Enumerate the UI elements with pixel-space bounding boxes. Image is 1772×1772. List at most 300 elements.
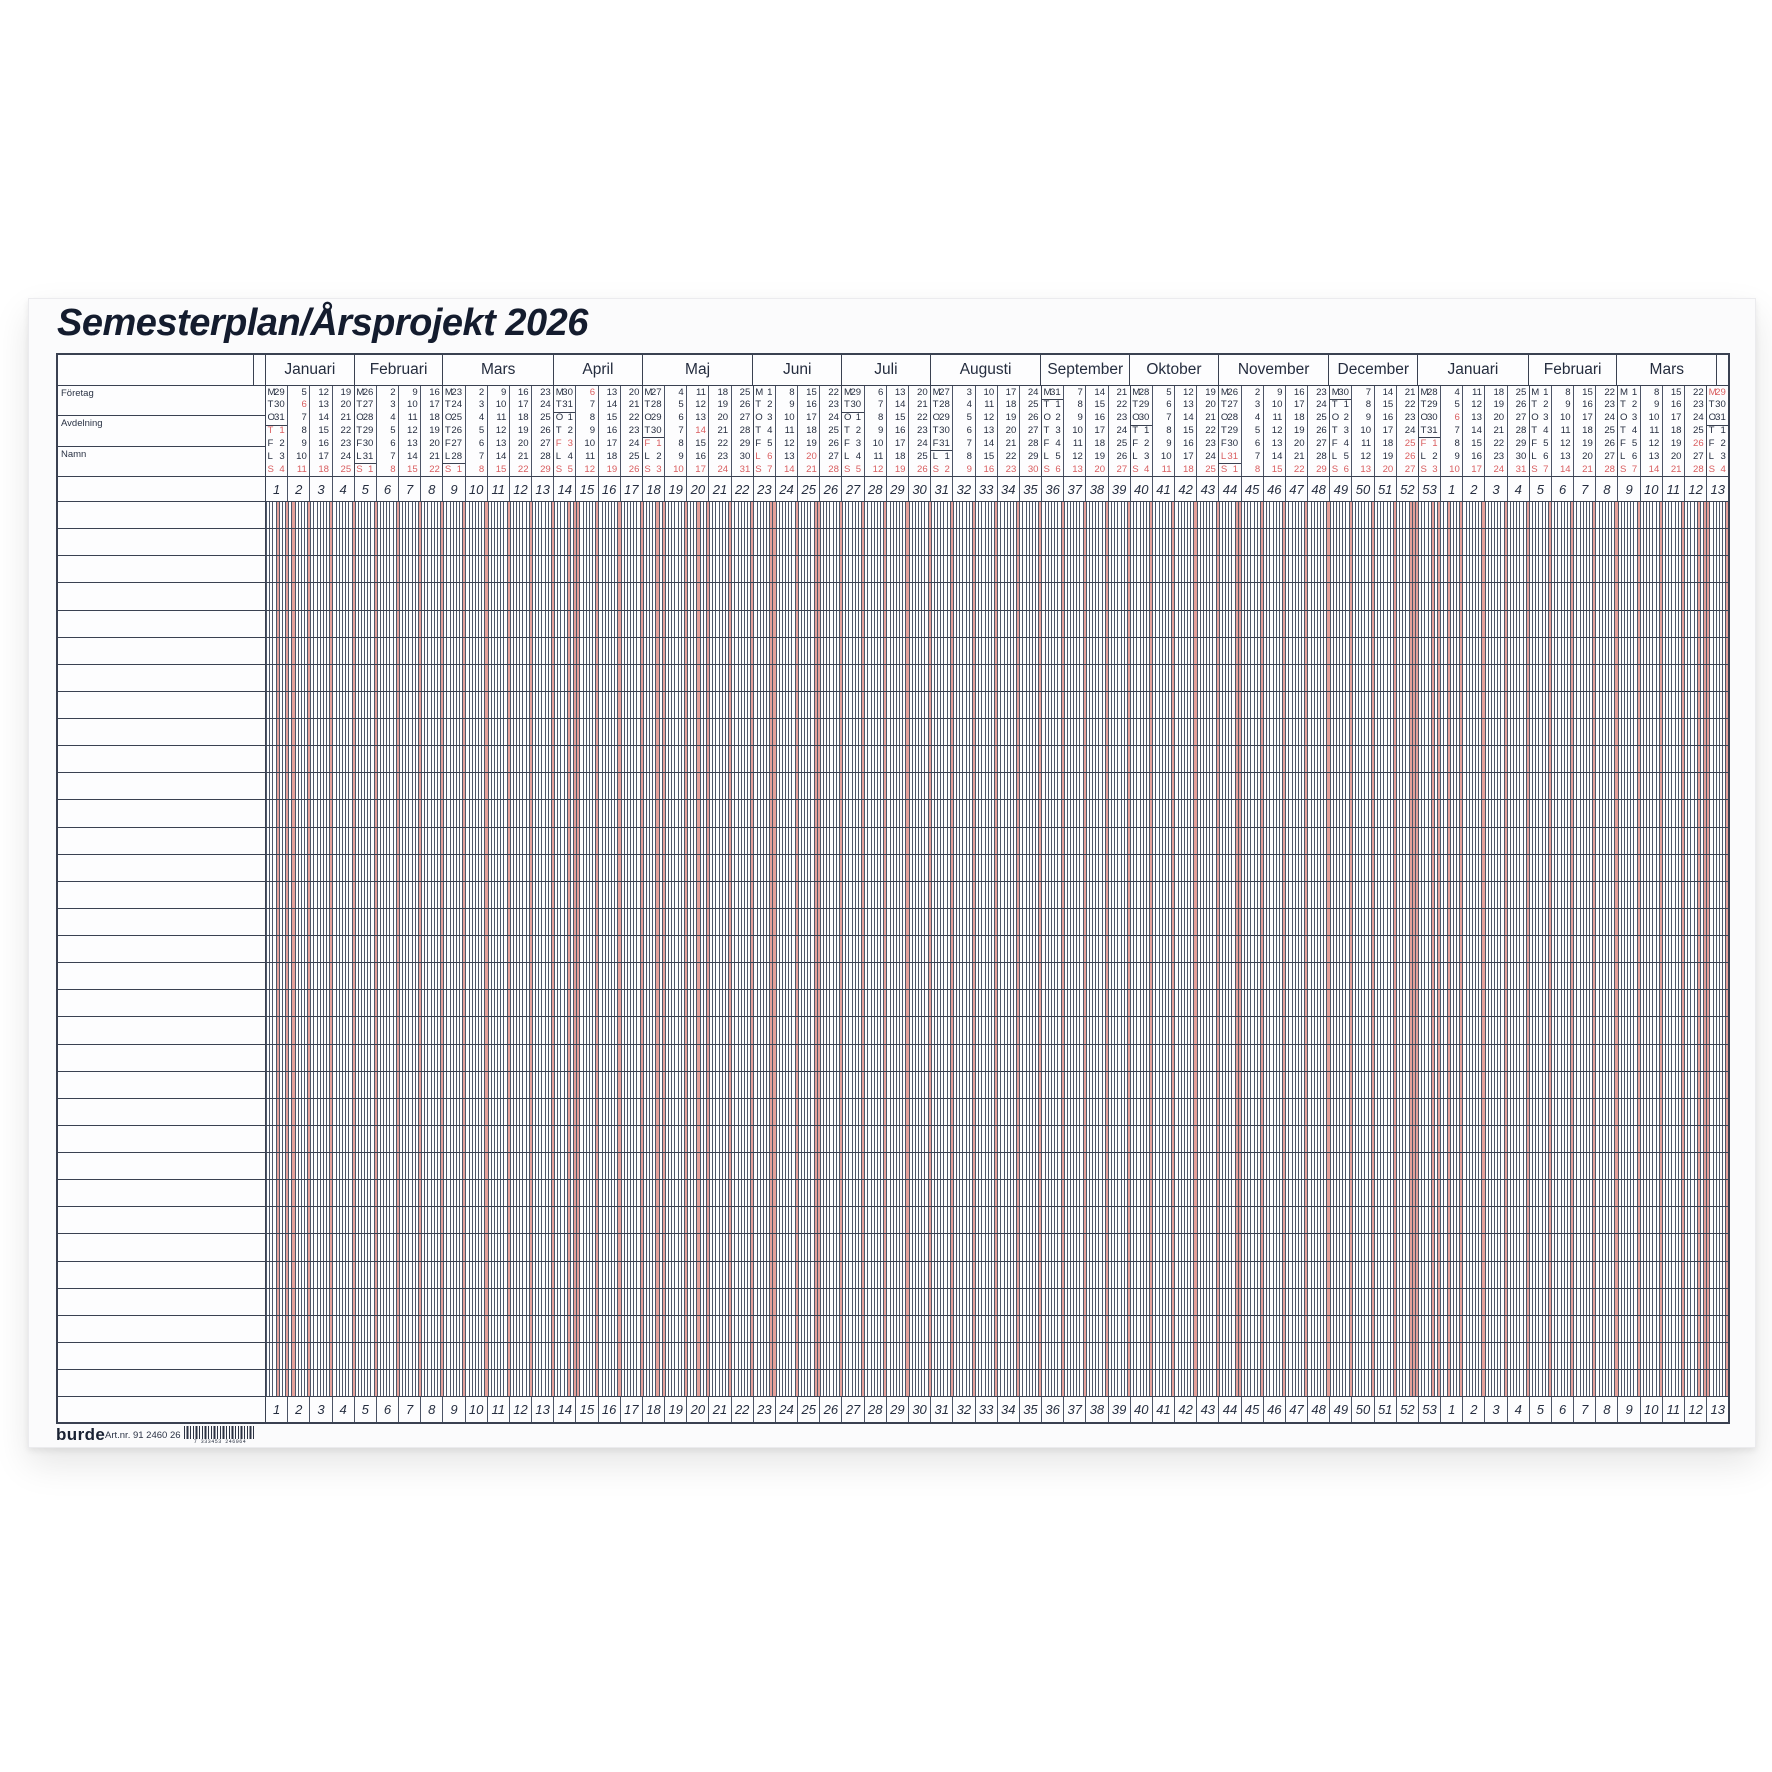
week-number-cell: 17 — [620, 477, 642, 501]
date-number: 31 — [1715, 412, 1726, 424]
date-cell — [1153, 437, 1174, 450]
date-number: 7 — [478, 450, 485, 462]
week-number-cell: 29 — [886, 1397, 908, 1422]
date-cell — [1020, 425, 1041, 438]
mini-week-column — [731, 386, 753, 476]
date-cell — [355, 412, 376, 425]
date-number: 29 — [274, 386, 285, 398]
date-number: 8 — [678, 438, 684, 450]
date-number: 17 — [1471, 463, 1482, 475]
grid-row-lines — [266, 502, 1728, 1396]
week-number-cell: 33 — [975, 1397, 997, 1422]
date-number: 28 — [540, 450, 551, 462]
date-number: 20 — [1293, 438, 1305, 450]
date-number: 6 — [1166, 399, 1172, 411]
name-row — [58, 502, 265, 529]
month-header-april: April — [554, 355, 643, 385]
weekday-letter: F — [267, 438, 274, 450]
date-cell — [377, 437, 398, 450]
date-cell — [1508, 425, 1529, 438]
date-cell — [643, 386, 664, 399]
week-number-cell: 2 — [287, 477, 309, 501]
date-number: 1 — [944, 450, 950, 462]
date-cell — [798, 399, 819, 412]
date-cell — [1219, 412, 1240, 425]
week-number-cell: 50 — [1351, 1397, 1373, 1422]
date-number: 14 — [894, 399, 906, 411]
date-number: 2 — [1144, 438, 1150, 450]
weekday-letter: L — [1619, 450, 1626, 462]
mini-week-column — [598, 386, 620, 476]
date-number: 2 — [279, 438, 285, 450]
date-cell — [687, 425, 708, 438]
date-number: 25 — [1693, 425, 1704, 437]
date-cell — [488, 399, 509, 412]
date-number: 27 — [1693, 450, 1704, 462]
mini-calendar-band — [58, 386, 1728, 477]
date-cell — [1663, 437, 1684, 450]
date-cell — [1086, 399, 1107, 412]
week-number-cell: 46 — [1263, 477, 1285, 501]
month-header-row — [58, 355, 1728, 386]
date-number: 27 — [739, 412, 751, 424]
date-number: 11 — [1560, 425, 1571, 437]
week-number-cell: 47 — [1285, 477, 1307, 501]
date-number: 17 — [1293, 399, 1305, 411]
date-number: 10 — [296, 450, 307, 462]
date-number: 14 — [783, 463, 795, 475]
date-number: 24 — [451, 399, 463, 411]
date-cell — [1641, 412, 1662, 425]
date-number: 30 — [1515, 450, 1527, 462]
date-number: 11 — [873, 450, 884, 462]
week-number-cell: 49 — [1329, 1397, 1351, 1422]
date-cell — [842, 386, 863, 399]
date-cell — [576, 450, 597, 463]
date-cell — [399, 412, 420, 425]
date-number: 21 — [429, 450, 440, 462]
date-cell — [931, 399, 952, 412]
date-cell — [443, 399, 464, 412]
mini-week-column — [1019, 386, 1041, 476]
weekday-letter: T — [1708, 425, 1715, 437]
mini-calendar-weeks — [266, 386, 1728, 476]
date-number: 28 — [828, 463, 839, 475]
date-number: 1 — [279, 425, 285, 437]
date-number: 13 — [407, 438, 418, 450]
date-number: 23 — [1493, 450, 1505, 462]
date-cell — [709, 425, 730, 438]
date-number: 4 — [1343, 438, 1349, 450]
week-number-cell: 16 — [598, 1397, 620, 1422]
date-number: 10 — [1449, 463, 1460, 475]
date-cell — [554, 437, 575, 450]
date-number: 27 — [540, 438, 551, 450]
mini-week-column — [287, 386, 309, 476]
date-cell — [1086, 386, 1107, 399]
date-number: 21 — [1293, 450, 1305, 462]
date-number: 19 — [1382, 450, 1394, 462]
mini-week-column — [309, 386, 331, 476]
mini-week-column — [398, 386, 420, 476]
mini-week-column — [841, 386, 863, 476]
date-cell — [1397, 450, 1418, 463]
week-number-left-cell — [58, 1397, 266, 1422]
name-row — [58, 719, 265, 746]
date-cell — [1485, 450, 1506, 463]
date-cell — [887, 412, 908, 425]
weekday-letter: F — [444, 438, 451, 450]
date-cell — [820, 437, 841, 450]
weekday-letter: S — [1619, 463, 1627, 475]
date-cell — [1552, 450, 1573, 463]
date-number: 12 — [407, 425, 418, 437]
date-cell — [909, 399, 930, 412]
date-cell — [1042, 412, 1063, 425]
week-number-cell: 52 — [1396, 477, 1418, 501]
date-cell — [310, 450, 331, 463]
date-number: 17 — [1094, 425, 1106, 437]
date-number: 5 — [1454, 399, 1460, 411]
date-cell — [1175, 412, 1196, 425]
weekday-letter: M — [1531, 386, 1540, 398]
date-cell — [1064, 463, 1085, 476]
date-cell — [1707, 463, 1728, 476]
week-number-cell: 10 — [465, 1397, 487, 1422]
week-number-cell: 15 — [575, 477, 597, 501]
week-number-cell: 35 — [1019, 1397, 1041, 1422]
date-number: 11 — [784, 425, 795, 437]
date-cell — [443, 412, 464, 425]
date-cell — [532, 463, 553, 476]
date-cell — [576, 463, 597, 476]
grid-row — [266, 1099, 1728, 1126]
date-number: 31 — [939, 438, 950, 450]
mini-week-column — [797, 386, 819, 476]
date-cell — [443, 425, 464, 438]
date-number: 4 — [966, 399, 972, 411]
date-number: 13 — [983, 425, 995, 437]
date-cell — [643, 437, 664, 450]
name-row — [58, 1207, 265, 1234]
date-cell — [1663, 386, 1684, 399]
date-number: 31 — [562, 399, 573, 411]
date-cell — [1109, 425, 1130, 438]
week-number-cell: 23 — [753, 1397, 775, 1422]
date-cell — [443, 437, 464, 450]
date-cell — [842, 425, 863, 438]
grid-row — [266, 1289, 1728, 1316]
weekday-letter: F — [1331, 438, 1338, 450]
date-number: 28 — [650, 399, 662, 411]
date-number: 1 — [656, 438, 662, 450]
date-cell — [377, 463, 398, 476]
date-number: 13 — [695, 412, 706, 424]
grid-row — [266, 1316, 1728, 1343]
name-row — [58, 1180, 265, 1207]
date-number: 3 — [855, 438, 862, 450]
date-number: 11 — [695, 386, 706, 398]
week-number-cell: 37 — [1063, 1397, 1085, 1422]
date-number: 15 — [1471, 438, 1482, 450]
name-row — [58, 963, 265, 990]
name-row — [58, 1126, 265, 1153]
weekday-letter: F — [843, 438, 850, 450]
date-cell — [1308, 437, 1329, 450]
date-cell — [1463, 425, 1484, 438]
date-number: 16 — [695, 450, 706, 462]
date-number: 29 — [1027, 450, 1039, 462]
grid-row — [266, 1180, 1728, 1207]
date-cell — [687, 386, 708, 399]
grid-row — [266, 800, 1728, 827]
date-cell — [510, 386, 531, 399]
month-header-februari: Februari — [355, 355, 444, 385]
date-number: 28 — [1316, 450, 1327, 462]
date-number: 1 — [1720, 425, 1726, 437]
name-row — [58, 529, 265, 556]
date-cell — [1352, 437, 1373, 450]
date-cell — [554, 412, 575, 425]
weekday-letter: T — [267, 425, 274, 437]
mini-week-column — [1617, 386, 1639, 476]
date-number: 1 — [1631, 386, 1638, 398]
date-cell — [1618, 399, 1639, 412]
month-header-december: December — [1329, 355, 1418, 385]
mini-week-column — [332, 386, 354, 476]
date-cell — [643, 412, 664, 425]
date-number: 17 — [517, 399, 529, 411]
date-cell — [687, 463, 708, 476]
date-cell — [842, 463, 863, 476]
date-cell — [1707, 386, 1728, 399]
date-cell — [709, 437, 730, 450]
date-cell — [1020, 437, 1041, 450]
date-cell — [1330, 450, 1351, 463]
weekday-letter: L — [1420, 450, 1426, 462]
date-number: 25 — [1604, 425, 1615, 437]
planning-grid — [58, 502, 1728, 1396]
date-number: 1 — [1232, 463, 1239, 475]
date-cell — [510, 437, 531, 450]
week-number-cell: 26 — [819, 1397, 841, 1422]
date-number: 30 — [1426, 412, 1438, 424]
date-cell — [1397, 399, 1418, 412]
mini-week-column — [775, 386, 797, 476]
date-cell — [599, 412, 620, 425]
date-cell — [798, 463, 819, 476]
date-number: 9 — [501, 386, 507, 398]
week-number-cell: 32 — [952, 477, 974, 501]
date-cell — [976, 412, 997, 425]
weekday-letter: T — [843, 425, 850, 437]
date-number: 17 — [1582, 412, 1593, 424]
date-cell — [865, 425, 886, 438]
mini-week-column — [930, 386, 952, 476]
date-number: 28 — [1693, 463, 1704, 475]
date-number: 25 — [1404, 438, 1416, 450]
week-number-cell: 1 — [272, 481, 281, 497]
date-number: 15 — [1382, 399, 1394, 411]
week-number-cell: 40 — [1130, 477, 1152, 501]
date-cell — [931, 425, 952, 438]
date-number: 8 — [478, 463, 485, 475]
date-cell — [599, 399, 620, 412]
date-number: 13 — [318, 399, 330, 411]
date-number: 8 — [1454, 438, 1460, 450]
date-cell — [1485, 425, 1506, 438]
date-number: 18 — [1670, 425, 1682, 437]
weekday-letter: M — [1043, 386, 1052, 398]
grid-row — [266, 502, 1728, 529]
date-cell — [333, 450, 354, 463]
week-number-cell: 45 — [1241, 1397, 1263, 1422]
date-cell — [865, 412, 886, 425]
weekday-letter: S — [1531, 463, 1538, 475]
date-number: 20 — [1582, 450, 1593, 462]
week-number-cell: 21 — [708, 477, 730, 501]
mini-week-column — [487, 386, 509, 476]
weekday-letter: O — [444, 412, 453, 424]
date-number: 15 — [407, 463, 418, 475]
date-cell — [1508, 463, 1529, 476]
date-number: 17 — [606, 438, 618, 450]
mini-week-column — [1706, 386, 1728, 476]
week-number-cell: 38 — [1085, 1397, 1107, 1422]
date-number: 3 — [1055, 425, 1061, 437]
date-number: 22 — [717, 438, 729, 450]
date-number: 12 — [1271, 425, 1283, 437]
mini-week-column — [642, 386, 664, 476]
date-cell — [532, 412, 553, 425]
date-cell — [510, 425, 531, 438]
date-number: 7 — [1077, 386, 1083, 398]
date-cell — [466, 399, 487, 412]
weekday-letter: S — [1132, 463, 1139, 475]
name-row — [58, 556, 265, 583]
month-header-augusti: Augusti — [931, 355, 1042, 385]
date-number: 2 — [1254, 386, 1261, 398]
date-number: 10 — [1160, 450, 1172, 462]
date-number: 9 — [1565, 399, 1571, 411]
weekday-letter: S — [356, 463, 363, 475]
date-cell — [820, 450, 841, 463]
date-cell — [599, 437, 620, 450]
date-cell — [421, 450, 442, 463]
date-number: 4 — [390, 412, 396, 424]
date-number: 2 — [1720, 438, 1726, 450]
date-cell — [1663, 463, 1684, 476]
date-cell — [1352, 450, 1373, 463]
weekday-letter: T — [555, 399, 562, 411]
date-number: 14 — [1094, 386, 1106, 398]
date-cell — [1042, 450, 1063, 463]
date-number: 13 — [783, 450, 795, 462]
date-number: 9 — [678, 450, 684, 462]
date-cell — [532, 386, 553, 399]
date-cell — [820, 399, 841, 412]
date-number: 17 — [894, 438, 906, 450]
date-number: 12 — [1183, 386, 1194, 398]
date-cell — [599, 425, 620, 438]
date-cell — [333, 425, 354, 438]
weekday-letter: L — [555, 450, 562, 462]
date-cell — [576, 412, 597, 425]
date-number: 26 — [1316, 425, 1327, 437]
date-cell — [931, 412, 952, 425]
date-cell — [1485, 437, 1506, 450]
date-number: 29 — [850, 386, 862, 398]
date-number: 4 — [1543, 425, 1549, 437]
date-cell — [1618, 450, 1639, 463]
date-cell — [687, 412, 708, 425]
date-number: 3 — [767, 412, 773, 424]
date-number: 14 — [695, 425, 706, 437]
date-cell — [1086, 412, 1107, 425]
date-cell — [510, 450, 531, 463]
date-number: 30 — [939, 425, 950, 437]
weekday-letter: T — [1531, 425, 1538, 437]
date-cell — [909, 437, 930, 450]
date-number: 22 — [1404, 399, 1416, 411]
date-number: 2 — [478, 386, 485, 398]
date-number: 8 — [1166, 425, 1172, 437]
date-number: 1 — [767, 386, 773, 398]
date-cell — [1641, 450, 1662, 463]
date-cell — [1242, 463, 1263, 476]
date-number: 29 — [540, 463, 551, 475]
date-number: 30 — [1715, 399, 1726, 411]
date-cell — [488, 437, 509, 450]
date-number: 4 — [678, 386, 684, 398]
date-number: 23 — [916, 425, 928, 437]
week-number-cell: 5 — [354, 1397, 376, 1422]
date-number: 4 — [855, 450, 862, 462]
date-cell — [576, 386, 597, 399]
date-number: 31 — [362, 450, 374, 462]
date-number: 10 — [1072, 425, 1083, 437]
date-number: 29 — [739, 438, 751, 450]
date-number: 11 — [1649, 425, 1660, 437]
weekday-letter: S — [644, 463, 651, 475]
week-number-cell: 11 — [1662, 1397, 1684, 1422]
name-row — [58, 1072, 265, 1099]
date-cell — [266, 450, 287, 463]
weekday-letter: L — [444, 450, 451, 462]
date-cell — [377, 412, 398, 425]
mini-week-column — [819, 386, 841, 476]
date-cell — [865, 450, 886, 463]
week-number-cell: 31 — [930, 477, 952, 501]
date-number: 27 — [362, 399, 374, 411]
date-cell — [1552, 425, 1573, 438]
weekday-letter: O — [1043, 412, 1051, 424]
date-cell — [355, 463, 376, 476]
date-number: 7 — [1543, 463, 1549, 475]
weekday-letter: L — [1331, 450, 1338, 462]
date-cell — [1064, 425, 1085, 438]
date-number: 15 — [983, 450, 995, 462]
date-cell — [665, 450, 686, 463]
date-number: 12 — [318, 386, 330, 398]
date-cell — [333, 412, 354, 425]
date-number: 18 — [1094, 438, 1106, 450]
date-cell — [1707, 412, 1728, 425]
date-cell — [1219, 437, 1240, 450]
week-number-cell: 39 — [1108, 1397, 1130, 1422]
date-number: 8 — [789, 386, 795, 398]
date-number: 8 — [1365, 399, 1372, 411]
